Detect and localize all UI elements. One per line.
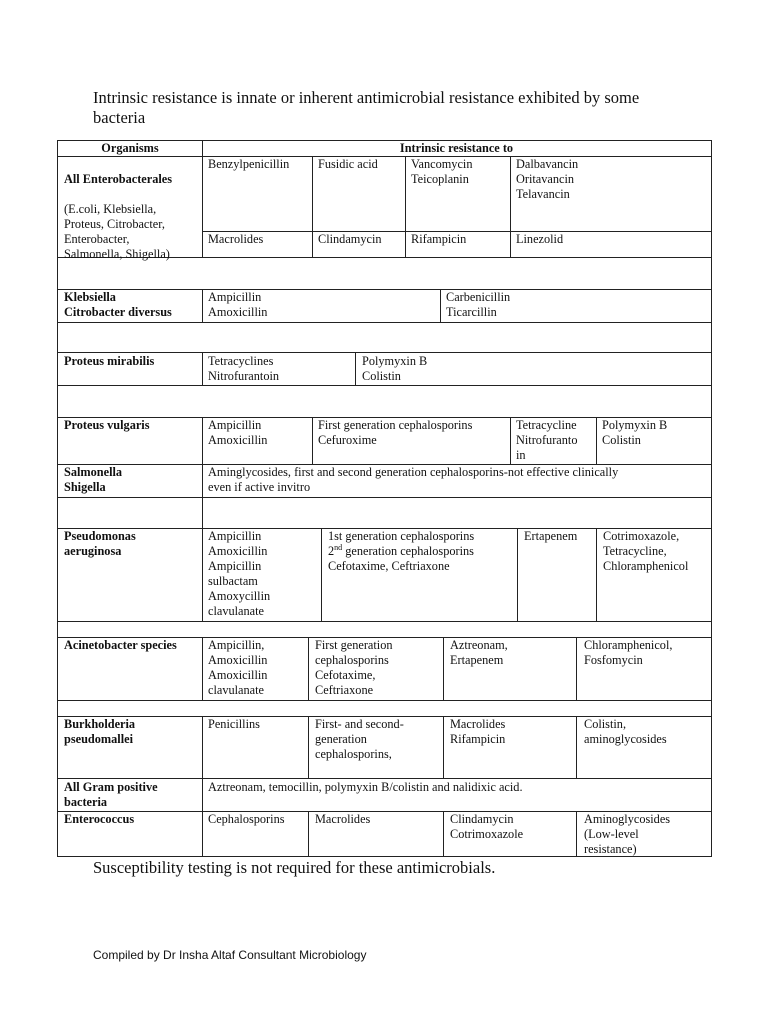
organism-proteus-mirabilis: Proteus mirabilis xyxy=(64,354,155,368)
organism-enterobacterales xyxy=(64,157,200,262)
cell: Fusidic acid xyxy=(318,157,378,171)
cell xyxy=(328,529,474,574)
row-divider xyxy=(58,778,711,779)
col-divider xyxy=(510,417,511,464)
col-divider xyxy=(355,352,356,385)
cell: Macrolides xyxy=(315,812,371,826)
row-divider xyxy=(58,497,711,498)
organism-klebsiella: Klebsiella Citrobacter diversus xyxy=(64,290,172,319)
cell: First generation cephalosporins Cefotaxime, Ceftriaxone xyxy=(315,638,393,697)
cell: Chloramphenicol, Fosfomycin xyxy=(584,638,673,667)
cell: Ampicillin, Amoxicillin Amoxicillin clavulanate xyxy=(208,638,268,697)
organism-enterococcus: Enterococcus xyxy=(64,812,135,826)
header-organisms: Organisms xyxy=(101,141,159,155)
col-divider xyxy=(202,417,203,621)
col-divider xyxy=(443,811,444,857)
col-divider xyxy=(596,417,597,464)
row-divider xyxy=(58,322,711,323)
cell: Vancomycin Teicoplanin xyxy=(411,157,473,186)
organism-acinetobacter: Acinetobacter species xyxy=(64,638,177,652)
cell: Cephalosporins xyxy=(208,812,285,826)
organism-gram-positive: All Gram positive bacteria xyxy=(64,780,158,809)
cell: Ampicillin Amoxicillin xyxy=(208,290,268,319)
cell-line: 2 xyxy=(328,544,335,558)
col-divider xyxy=(202,637,203,700)
cell: Colistin, aminoglycosides xyxy=(584,717,667,746)
organism-burkholderia: Burkholderia pseudomallei xyxy=(64,717,136,746)
cell: Aztreonam, temocillin, polymyxin B/colistin and nalidixic acid. xyxy=(208,780,523,794)
cell-line: generation cephalosporins xyxy=(342,544,474,558)
header-resistance: Intrinsic resistance to xyxy=(399,141,514,155)
col-divider xyxy=(308,811,309,857)
col-divider xyxy=(576,716,577,778)
col-divider xyxy=(312,417,313,464)
cell: Aminglycosides, first and second generation cephalosporins-not effective clinically even if active invitro xyxy=(208,465,619,494)
cell: Tetracycline Nitrofuranto in xyxy=(516,418,578,462)
credit-line: Compiled by Dr Insha Altaf Consultant Microbiology xyxy=(93,948,367,962)
col-divider xyxy=(202,352,203,385)
cell: Ampicillin Amoxicillin xyxy=(208,418,268,447)
cell-line: 1st generation cephalosporins xyxy=(328,529,475,543)
cell: Ertapenem xyxy=(524,529,578,543)
cell: Clindamycin xyxy=(318,232,382,246)
cell: Polymyxin B Colistin xyxy=(602,418,668,447)
organism-salmonella: Salmonella Shigella xyxy=(64,465,123,494)
cell: Cotrimoxazole, Tetracycline, Chloramphenicol xyxy=(603,529,689,573)
col-divider xyxy=(202,141,203,257)
col-divider xyxy=(308,716,309,778)
row-divider xyxy=(58,700,711,701)
cell: Clindamycin Cotrimoxazole xyxy=(450,812,524,841)
col-divider xyxy=(576,637,577,700)
footnote: Susceptibility testing is not required for these antimicrobials. xyxy=(93,858,496,877)
cell: Linezolid xyxy=(516,232,564,246)
cell: Tetracyclines Nitrofurantoin xyxy=(208,354,280,383)
cell: Carbenicillin Ticarcillin xyxy=(446,290,511,319)
cell: Polymyxin B Colistin xyxy=(362,354,428,383)
col-divider xyxy=(510,156,511,257)
row-divider xyxy=(58,352,711,353)
col-divider xyxy=(576,811,577,857)
cell: Macrolides Rifampicin xyxy=(450,717,506,746)
row-divider xyxy=(58,621,711,622)
cell: Benzylpenicillin xyxy=(208,157,290,171)
cell-line: Cefotaxime, Ceftriaxone xyxy=(328,559,450,573)
intro-text: Intrinsic resistance is innate or inherent antimicrobial resistance exhibited by some bacteria xyxy=(93,88,640,127)
ordinal-suffix: nd xyxy=(334,542,343,552)
col-divider xyxy=(443,716,444,778)
col-divider xyxy=(202,716,203,857)
cell: Macrolides xyxy=(208,232,264,246)
col-divider xyxy=(405,156,406,257)
col-divider xyxy=(443,637,444,700)
col-divider xyxy=(440,289,441,322)
organism-proteus-vulgaris: Proteus vulgaris xyxy=(64,418,150,432)
col-divider xyxy=(596,528,597,621)
col-divider xyxy=(312,156,313,257)
col-divider xyxy=(321,528,322,621)
organism-pseudomonas: Pseudomonas aeruginosa xyxy=(64,529,136,558)
cell: First generation cephalosporins Cefuroxime xyxy=(318,418,473,447)
col-divider xyxy=(517,528,518,621)
organism-name: All Enterobacterales xyxy=(64,172,173,186)
col-divider xyxy=(308,637,309,700)
resistance-table xyxy=(57,140,712,857)
cell: Aztreonam, Ertapenem xyxy=(450,638,508,667)
cell: Rifampicin xyxy=(411,232,467,246)
cell: Penicillins xyxy=(208,717,260,731)
cell: Ampicillin Amoxicillin Ampicillin sulbactam Amoxycillin clavulanate xyxy=(208,529,271,618)
cell: Aminoglycosides (Low-level resistance) xyxy=(584,812,671,856)
cell: First- and second- generation cephalosporins, xyxy=(315,717,404,761)
col-divider xyxy=(202,289,203,322)
cell: Dalbavancin Oritavancin Telavancin xyxy=(516,157,579,201)
organism-examples: (E.coli, Klebsiella, Proteus, Citrobacter, Enterobacter, Salmonella, Shigella) xyxy=(64,202,170,261)
row-divider xyxy=(58,385,711,386)
